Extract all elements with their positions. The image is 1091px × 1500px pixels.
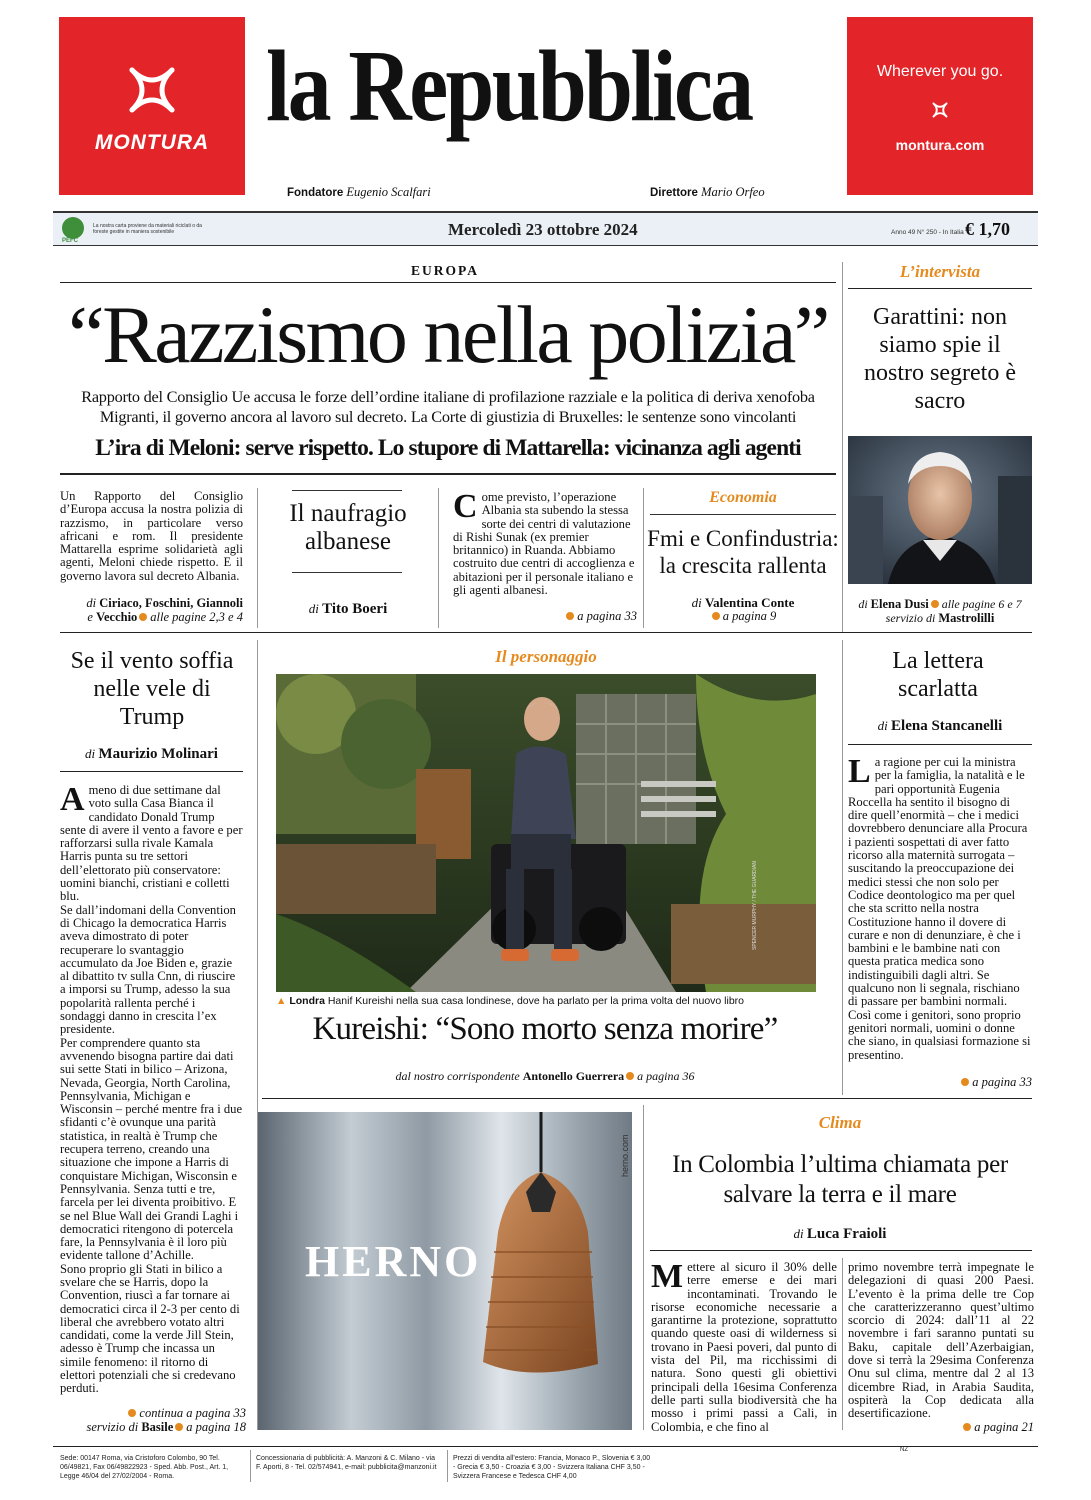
- montura-ad-left[interactable]: [59, 17, 245, 195]
- personaggio-kicker: Il personaggio: [495, 647, 597, 666]
- economia-title[interactable]: Fmi e Confindustria: la crescita rallenta: [647, 526, 839, 578]
- issue-info: Anno 49 N° 250 - In Italia: [891, 229, 964, 236]
- lettera-byline: di Elena Stancanelli: [877, 718, 1003, 734]
- herno-logo: HERNO: [305, 1237, 482, 1286]
- lead-section: EUROPA: [411, 263, 479, 278]
- clima-text-col1: Mettere al sicuro il 30% delle terre emerse e dei mari incontaminati. Trovando le risorse economiche necessarie a garantirne la protezione, soprattutto quando queste oasi di wilderness si trovano in Paesi poveri, dal punto di vista del Pil, ma ricchissimi di natura. Sono questi gli obiettivi principali della 16esima Conferenza delle parti sulla biodiversità che ha mosso i primi passi a Cali, in Colombia, e che fino al: [651, 1258, 837, 1434]
- divider: [60, 771, 243, 772]
- column-rule: [643, 1105, 644, 1430]
- clima-kicker: Clima: [818, 1113, 862, 1132]
- footer-col-2: Concessionaria di pubblicità: A. Manzoni & C. Milano - via F. Aporti, 8 - Tel. 02/574941, e-mail: pubblicita@manzoni.it: [256, 1455, 437, 1471]
- montura-url: montura.com: [895, 137, 985, 153]
- montura-cross-icon: [124, 62, 180, 118]
- divider: [60, 473, 836, 475]
- albania-ref: a pagina 33: [453, 609, 637, 624]
- photo-credit: SPENCER MURPHY / THE GUARDIAN: [752, 861, 758, 950]
- divider: [650, 1250, 1032, 1251]
- montura-tagline: Wherever you go.: [876, 63, 1004, 80]
- column-rule: [842, 640, 843, 1095]
- economia-ref: a pagina 9: [650, 609, 836, 624]
- molinari-byline: di Maurizio Molinari: [85, 746, 218, 762]
- footer-rule: [53, 1446, 1038, 1447]
- lettera-title[interactable]: La lettera scarlatta: [892, 648, 984, 702]
- footer-code: NZ: [900, 1447, 908, 1453]
- lead-subhead-1: Rapporto del Consiglio Ue accusa le forze dell’ordine italiane di profilazione razziale e la politica di deriva xenofoba: [81, 387, 815, 406]
- divider: [292, 572, 402, 573]
- column-rule: [250, 1450, 251, 1482]
- divider: [848, 288, 1032, 289]
- divider: [848, 744, 1032, 745]
- clima-headline[interactable]: In Colombia l’ultima chiamata per salvare la terra e il mare: [672, 1151, 1008, 1208]
- director-line: Direttore Mario Orfeo: [650, 185, 765, 199]
- intervista-kicker: L’intervista: [899, 262, 981, 281]
- pefc-logo: [62, 217, 84, 239]
- column-rule: [438, 488, 439, 628]
- divider: [262, 1098, 1032, 1099]
- footer-col-3: Prezzi di vendita all’estero: Francia, Monaco P., Slovenia € 3,00 - Grecia € 3,50 - Croazia € 3,00 - Svizzera Italiana CHF 3,50 - Svizzera Francese e Tedesca CHF 4,00: [453, 1455, 651, 1480]
- molinari-text: Ameno di due settimane dal voto sulla Casa Bianca il candidato Donald Trump sente di avere il vento a favore e per rafforzarsi sulla rivale Kamala Harris punta su tre settori dell’elettorato più conservatore: uomini bianchi, cristiani e colletti blu. Se dall’indomani della Convention di Chicago la democratica Harris aveva dimostrato di poter recuperare lo svantaggio accumulato da Joe Biden e, grazie al dibattito tv sulla Cnn, di riuscire a imporsi su Trump, adesso la sua popolarità rallenta perché i sondaggi danno in crescita l’ex presidente. Per comprendere quanto sta avvenendo bisogna partire dai dati sui sette Stati in bilico – Arizona, Nevada, Georgia, North Carolina, Pennsylvania, Michigan e Wisconsin – perché mentre fra i due sfidanti c’è ovunque una parità statistica, in realtà è Trump che recupera terreno, creando una situazione che impone a Harris di conquistare Michigan, Wisconsin e Pennsylvania. Senza tutti e tre, farcela per lei diventa proibitivo. E se nel Blue Wall dei Grandi Laghi i democratici ritengono di potercela fare, la Pennsylvania è il loro più evidente tallone d’Achille. Sono proprio gli Stati in bilico a svelare che se Harris, dopo la Convention, riuscì a far tornare ai democratici circa il 2-3 per cento di liberal che avrebbero votato altri candidati, come la verde Jill Stein, adesso è Trump che incassa un simile fenomeno: il ritorno di elettori potenziali che si credevano perduti.: [60, 781, 243, 1396]
- kureishi-photo[interactable]: [276, 674, 816, 992]
- clima-text-col2: primo novembre terrà impegnate le delegazioni di quasi 200 Paesi. L’evento è la prima delle tre Cop che caratterizzeranno quest’ultimo scorcio di 2024: dall’11 al 22 novembre i fari saranno puntati su Baku, capitale dell’Azerbaigian, dove si terrà la 29esima Conferenza Onu sul clima, mentre dal 2 al 13 dicembre Riad, in Arabia Saudita, ospiterà la Cop dedicata alla desertificazione.: [848, 1260, 1034, 1421]
- clima-byline: di Luca Fraioli: [793, 1226, 887, 1242]
- lead-deck[interactable]: L’ira di Meloni: serve rispetto. Lo stupore di Mattarella: vicinanza agli agenti: [95, 435, 801, 461]
- column-rule: [643, 488, 644, 628]
- divider: [60, 282, 836, 283]
- economia-kicker: Economia: [709, 489, 777, 506]
- kureishi-caption: ▲ Londra Hanif Kureishi nella sua casa londinese, dove ha parlato per la prima volta del nuovo libro: [276, 995, 745, 1007]
- column-rule: [447, 1450, 448, 1482]
- lead-headline[interactable]: “Razzismo nella polizia”: [68, 289, 828, 380]
- footer-col-1: Sede: 00147 Roma, via Cristoforo Colombo, 90 Tel. 06/49821, Fax 06/49822923 - Sped. Abb. Post., Art. 1, Legge 46/04 del 27/02/2004 - Roma.: [60, 1455, 229, 1480]
- lead-subhead-2: Migranti, il governo ancora al lavoro sul decreto. La Corte di giustizia di Bruxelles: le sentenze sono vincolanti: [99, 407, 797, 426]
- montura-cross-icon: [931, 101, 949, 119]
- column-rule: [257, 488, 258, 628]
- molinari-title[interactable]: Se il vento soffia nelle vele di Trump: [70, 648, 234, 730]
- economia-byline: di Valentina Conte: [691, 595, 795, 610]
- column-rule: [842, 1258, 843, 1430]
- price: € 1,70: [965, 219, 1010, 239]
- divider: [292, 490, 402, 491]
- pefc-label: PEFC: [62, 238, 79, 244]
- naufragio-title[interactable]: Il naufragio albanese: [289, 500, 407, 555]
- herno-url: herno.com: [620, 1134, 630, 1177]
- intervista-byline: di Elena Dusi alle pagine 6 e 7 servizio di Mastrolilli: [858, 597, 1022, 625]
- albania-text: Come previsto, l’operazione Albania sta subendo la stessa sorte dei centri di valutazione di Rishi Sunak (ex premier britannico) in Ruanda. Abbiamo costruito due centri di accoglienza e abitazioni per il personale italiano e gli agenti albanesi.: [453, 488, 635, 598]
- founder-line: Fondatore Eugenio Scalfari: [287, 185, 431, 199]
- intervista-title[interactable]: Garattini: non siamo spie il nostro segreto è sacro: [864, 304, 1016, 414]
- lead-byline: di Ciriaco, Foschini, Giannoli e Vecchio alle pagine 2,3 e 4: [86, 596, 243, 624]
- divider: [650, 514, 836, 515]
- pefc-note: La nostra carta proviene da materiali riciclati o da foreste gestite in maniera sostenibile: [93, 223, 202, 235]
- naufragio-byline: di Tito Boeri: [308, 601, 388, 617]
- lettera-ref: a pagina 33: [848, 1075, 1032, 1090]
- kureishi-headline[interactable]: Kureishi: “Sono morto senza morire”: [312, 1011, 778, 1047]
- lettera-text: La ragione per cui la ministra per la famiglia, la natalità e le pari opportunità Eugenia Roccella ha sentito il bisogno di dire quell’enormità – che i medici dovrebbero denunciare alla Procura i pazienti sospettati di aver fatto ricorso alla maternità surrogata – suscitando la preoccupazione dei medici stessi che non solo per Codice deontologico ma per quel che sta scritto nella nostra Costituzione hanno il dovere di curare e non di denunziare, è che i bambini e le bambine nati con questa pratica medica sono indistinguibili dagli altri. Se qualcuno non li segnala, rischiano di passare per bambini normali. Così come i genitori, sono proprio genitori normali, uomini o donne che siano, in qualsiasi formazione si presentino.: [848, 753, 1031, 1062]
- clima-ref: a pagina 21: [848, 1420, 1034, 1435]
- date-band: [53, 211, 1038, 246]
- garattini-photo: [848, 436, 1032, 584]
- issue-date: Mercoledì 23 ottobre 2024: [448, 220, 638, 239]
- divider: [60, 632, 1032, 633]
- montura-ad-right[interactable]: [847, 17, 1033, 195]
- lead-summary: Un Rapporto del Consiglio d’Europa accusa la nostra polizia di razzismo, in particolare verso africani e rom. Il presidente Mattarella esprime solidarietà agli agenti, Meloni chiede rispetto. E il governo lavora sul decreto Albania.: [60, 489, 243, 583]
- molinari-ref: continua a pagina 33 servizio di Basile a pagina 18: [86, 1406, 246, 1434]
- caption-triangle-icon: ▲: [276, 995, 287, 1007]
- kureishi-byline: dal nostro corrispondente Antonello Guerrera a pagina 36: [395, 1069, 695, 1083]
- column-rule: [842, 262, 843, 632]
- masthead[interactable]: la Repubblica: [266, 30, 752, 143]
- montura-brand: MONTURA: [94, 131, 210, 154]
